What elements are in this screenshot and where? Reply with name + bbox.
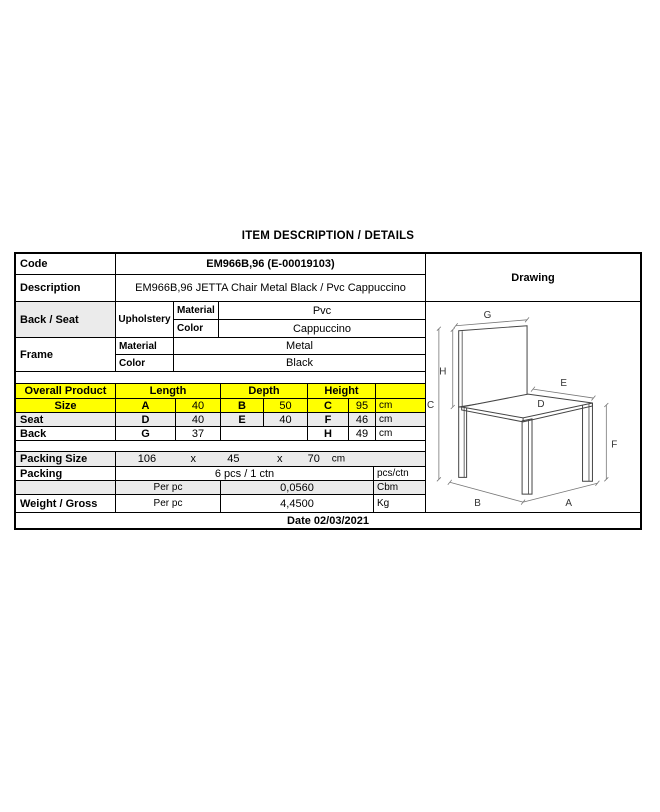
spacer-row [16,441,425,452]
packing-dim-3: 70 [307,453,320,465]
weight-per-pc: Per pc [116,495,221,512]
back-seat-row [16,302,425,338]
description-value: EM966B,96 JETTA Chair Metal Black / Pvc Cappuccino [135,282,406,294]
frame-values [174,338,425,371]
back-unit: cm [379,428,393,439]
dim-letter-d: D [116,413,176,426]
drawing-header: Drawing [426,254,640,302]
dim-letter-f: F [308,413,349,426]
frame-material-key: Material [116,338,173,355]
frame-label: Frame [16,338,116,371]
size-header-row [16,384,425,399]
dim-label-f: F [611,439,618,451]
packing-size-unit: cm [331,453,346,465]
back-seat-color-key: Color [177,323,204,334]
upholstery-label: Upholstery [116,302,174,337]
dim-value-g: 37 [176,427,221,440]
packing-size-value [116,452,425,466]
dim-letter-b: B [221,399,264,412]
packing-value: 6 pcs / 1 ctn [116,467,374,480]
date-row [16,512,640,528]
dim-value-d: 40 [176,413,221,426]
volume-per-pc: Per pc [116,481,221,494]
dim-label-d: D [537,398,545,410]
spacer-row [16,372,425,384]
size-overall-label: Size [16,399,116,412]
packing-unit: pcs/ctn [377,468,409,479]
dim-letter-e: E [221,413,264,426]
packing-row [16,467,425,481]
frame-row [16,338,425,372]
dim-value-h: 49 [349,427,376,440]
seat-row [16,413,425,427]
spec-table [14,252,642,530]
size-header-length: Length [116,384,221,398]
page-title: ITEM DESCRIPTION / DETAILS [241,230,415,242]
size-overall-row [16,399,425,413]
description-label: Description [16,275,116,301]
chair-leg-right [583,403,593,481]
packing-dim-1: 106 [137,453,157,465]
size-header-depth: Depth [221,384,308,398]
seat-unit: cm [376,413,425,426]
code-row [16,254,425,275]
frame-keys [116,338,174,371]
packing-size-label: Packing Size [16,452,116,466]
frame-material-value: Metal [174,338,425,355]
chair-drawing [426,302,640,511]
date-value: Date 02/03/2021 [287,514,369,527]
frame-color-value: Black [286,357,313,369]
dim-value-c: 95 [349,399,376,412]
volume-value: 0,0560 [221,481,374,494]
packing-label: Packing [16,467,116,480]
dim-letter-h: H [308,427,349,440]
volume-label-blank [16,481,116,494]
back-label: Back [16,427,116,440]
dim-value-a: 40 [176,399,221,412]
dim-label-g-icon: G [483,309,492,321]
dim-label-e: E [560,378,568,390]
back-seat-keys [174,302,219,337]
dim-value-f: 46 [349,413,376,426]
code-label: Code [16,254,116,274]
back-seat-label: Back / Seat [16,302,116,337]
weight-row [16,495,425,512]
back-seat-material-key: Material [174,302,218,320]
back-seat-values [219,302,425,337]
size-overall-unit: cm [376,399,425,412]
volume-row [16,481,425,495]
dim-letter-a: A [116,399,176,412]
dim-value-b: 50 [264,399,308,412]
back-row [16,427,425,441]
dim-label-h: H [439,366,447,378]
chair-backrest [459,326,527,407]
chair-leg-front [522,419,532,494]
dim-label-a: A [565,498,572,510]
weight-unit: Kg [377,498,390,509]
spec-main-column [16,254,426,512]
packing-dim-2: 45 [227,453,240,465]
packing-times-2: x [277,453,283,465]
size-header-unit-blank [376,384,425,398]
dim-label-b: B [474,498,481,510]
code-value: EM966B,96 (E-00019103) [206,258,335,270]
packing-size-row [16,452,425,467]
dim-label-c: C [426,399,435,411]
weight-label: Weight / Gross [16,495,116,512]
dim-letter-g: G [116,427,176,440]
weight-value: 4,4500 [221,495,374,512]
dim-letter-c: C [308,399,349,412]
volume-unit: Cbm [374,481,425,494]
back-seat-color-value: Cappuccino [292,322,352,335]
frame-color-key: Color [119,357,146,369]
description-row [16,275,425,302]
back-depth-blank [221,427,308,440]
size-header-label: Overall Product [16,384,116,398]
drawing-column [426,254,640,512]
size-header-height: Height [308,384,376,398]
dim-value-e: 40 [264,413,308,426]
back-seat-material-value: Pvc [219,302,425,320]
chair-leg-left [459,407,467,477]
drawing-area [426,302,640,512]
table-body [16,254,640,512]
seat-label: Seat [16,413,116,426]
packing-times-1: x [190,453,196,465]
